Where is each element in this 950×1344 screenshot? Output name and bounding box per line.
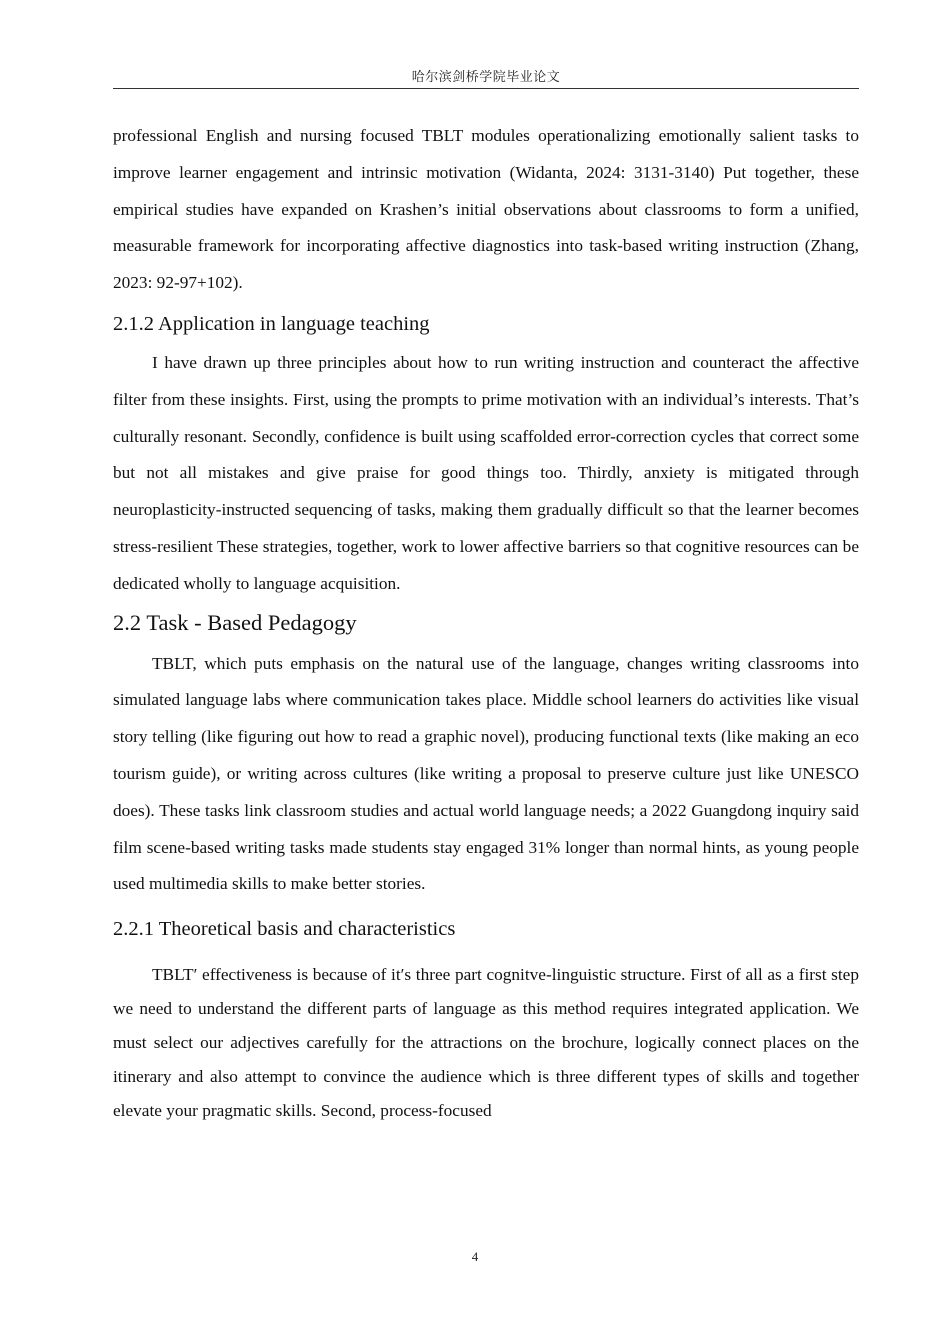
paragraph-continued: professional English and nursing focused TBLT modules operationalizing emotionally salient tasks to improve learner engagement and intrinsic motivation (Widanta, 2024: 3131-3140) Put together, these empirical studies have expanded on Krashen’s initial observations about classrooms to form a unified, measurable framework for incorporating affective diagnostics into task-based writing instruction (Zhang, 2023: 92-97+102). (113, 126, 859, 293)
section-heading-2-2: 2.2 Task - Based Pedagogy (113, 609, 357, 635)
paragraph-theoretical-basis: TBLT′ effectiveness is because of it′s three part cognitve-linguistic structure. First of all as a first step we need to understand the different parts of language as this method requires integrated application. We must select our adjectives carefully for the attractions on the brochure, logically connect places on the itinerary and also attempt to convince the audience which is three different types of skills and together elevate your pragmatic skills. Second, process-focused (113, 965, 859, 1121)
paragraph-tblt: TBLT, which puts emphasis on the natural use of the language, changes writing classrooms into simulated language labs where communication takes place. Middle school learners do activities like visual story telling (like figuring out how to read a graphic novel), producing functional texts (like making an eco tourism guide), or writing across cultures (like writing a proposal to preserve culture just like UNESCO does). These tasks link classroom studies and actual world language needs; a 2022 Guangdong inquiry said film scene-based writing tasks made students stay engaged 31% longer than normal hints, as young people used multimedia skills to make better stories. (113, 653, 859, 894)
running-header: 哈尔滨剑桥学院毕业论文 (411, 70, 561, 85)
paragraph-application: I have drawn up three principles about how to run writing instruction and counteract the affective filter from these insights. First, using the prompts to prime motivation with an individual’s interests. That’s culturally resonant. Secondly, confidence is built using scaffolded error-correction cycles that correct some but not all mistakes and give praise for good things too. Thirdly, anxiety is mitigated through neuroplasticity-instructed sequencing of tasks, making them gradually difficult so that the learner becomes stress-resilient These strategies, together, work to lower affective barriers so that cognitive resources can be dedicated wholly to language acquisition. (113, 352, 859, 593)
section-heading-2-2-1: 2.2.1 Theoretical basis and characteristics (113, 918, 456, 941)
section-heading-2-1-2: 2.1.2 Application in language teaching (113, 312, 430, 335)
header-rule (113, 88, 859, 89)
body-content (113, 118, 859, 1128)
page-number: 4 (471, 1249, 479, 1264)
